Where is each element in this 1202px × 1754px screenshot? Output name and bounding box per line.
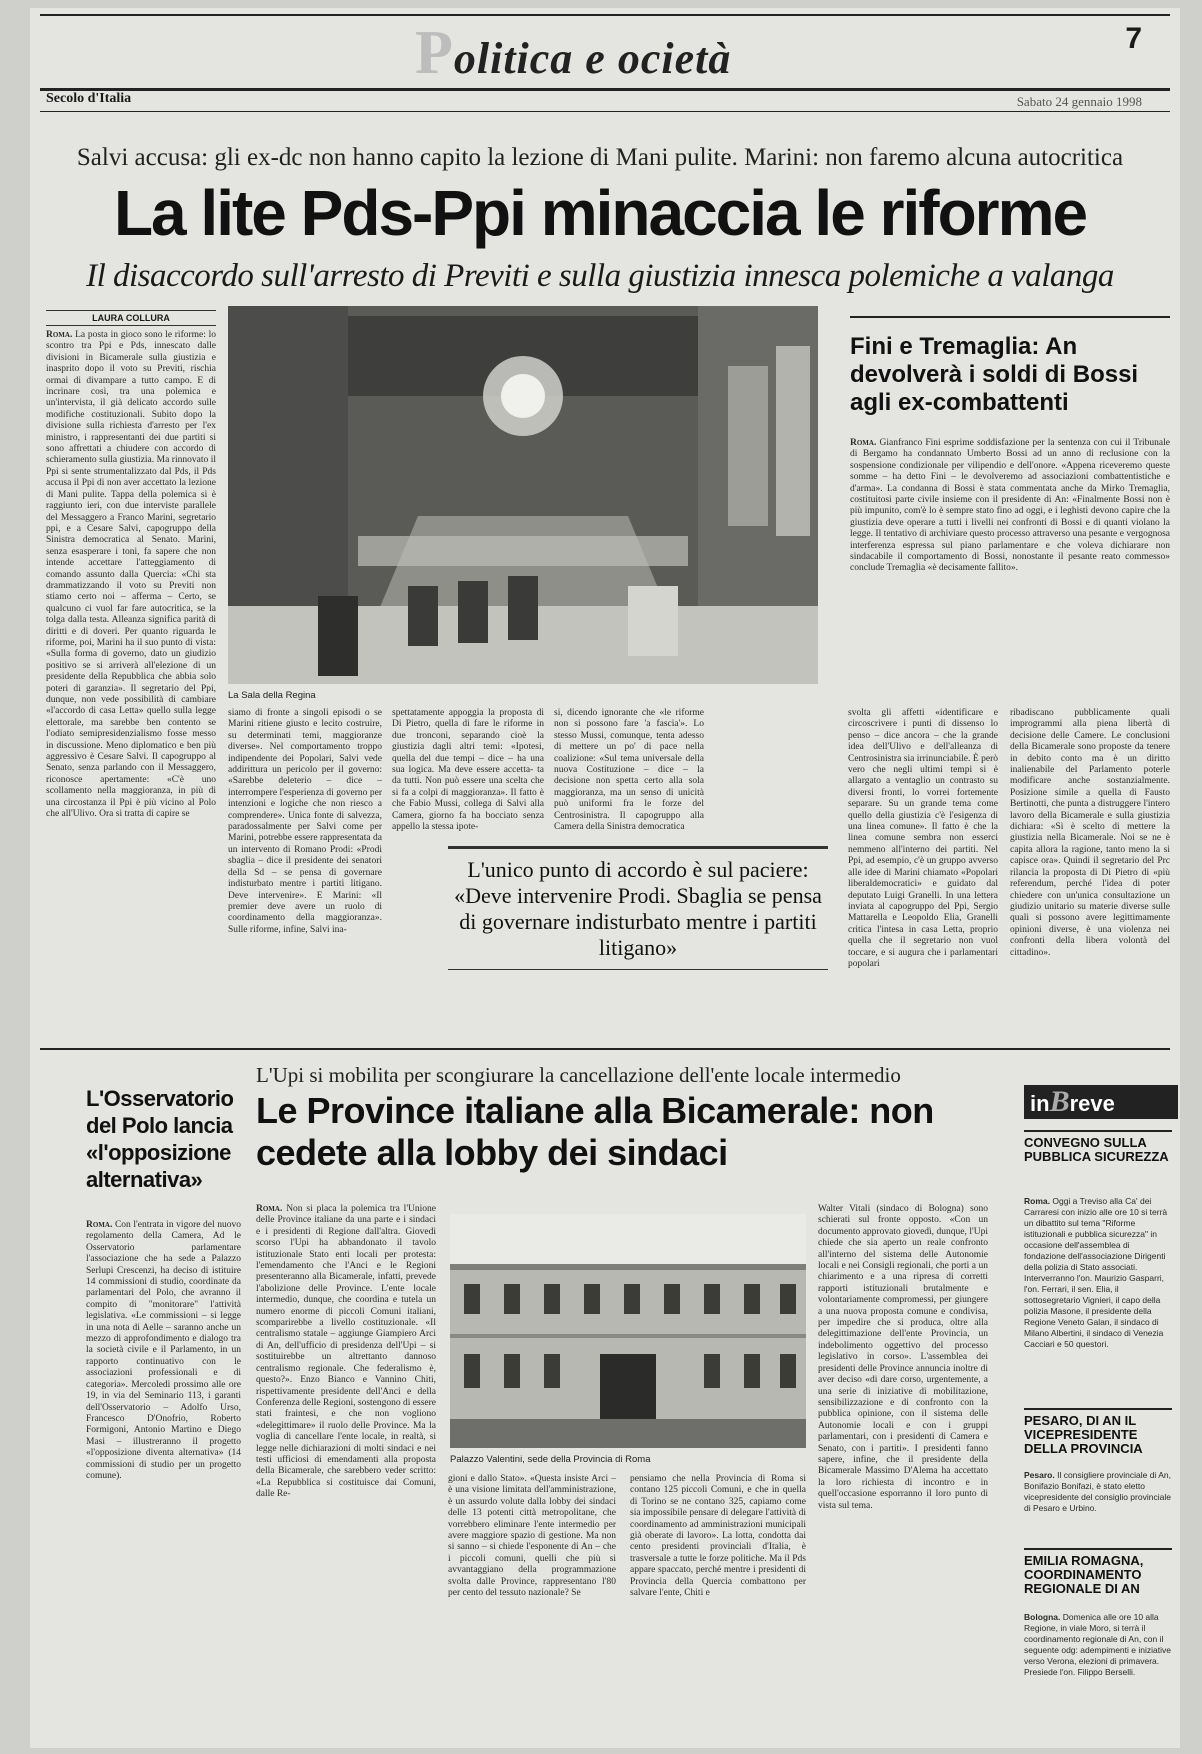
header-rule (40, 88, 1170, 91)
lead-col1-dateline: Roma. (46, 330, 73, 340)
brief-text-1 (1024, 1196, 1172, 1404)
osservatorio-headline: L'Osservatorio del Polo lancia «l'opposizione alternativa» (86, 1086, 234, 1192)
in-breve-rest: reve (1069, 1091, 1115, 1116)
brief-text-2 (1024, 1470, 1172, 1544)
osservatorio-text (86, 1220, 241, 1740)
brief-lead-3: Bologna. (1024, 1612, 1061, 1622)
side-body: Gianfranco Fini esprime soddisfazione per la sentenza con cui il Tribunale di Bergamo ha condannato Umberto Bossi ad un anno di reclusione con la sospensione condizionale per vilipendio e dell'onore. «Appena riceveremo queste somme – ha detto Fini – le devolveremo ad associazioni combattentistiche e d'arma». La condanna di Bossi è stata commentata anche da Mirko Tremaglia, costituitosi parte civile insieme con il presidente di An: «Finalmente Bossi non è più impunito, com'è lo è sempre stato fino ad oggi, e i leghisti devono capire che la giustizia deve operare a tutti i livelli nei confronti di Bossi e di quanti violano la legge. Il tentativo di archiviare questo processo attraverso una pesante e vergognosa interferenza espressa sul piano parlamentare e che voleva dichiarare non sindacabile il comportamento di Bossi, nonostante il pesante reato commesso» conclude Tremaglia «è decisamente fallito». (850, 438, 1170, 574)
in-breve-b: B (1049, 1085, 1070, 1118)
sala-della-regina-photo (228, 306, 818, 684)
photo-caption-2: Palazzo Valentini, sede della Provincia di Roma (450, 1454, 651, 1465)
osservatorio-dateline: Roma. (86, 1220, 113, 1230)
provinces-column-2: gioni e dallo Stato». «Questa insiste Arci – è una visione limitata dell'amministrazione, è un assurdo volute dalla lobby dei sindaci delle 13 potenti città metropolitane, che vorrebbero eliminare l'ente intermedio per avere maggiore spazio di gestione. Ma non si sanno – si chiede l'esponente di An – che i piccoli comuni, quelli che più si avvantaggiano della programmazione svolta dalle Province, rappresentano l'80 per cento del tessuto nazionale? Se (448, 1474, 616, 1599)
provinces-col1-text: Non si placa la polemica tra l'Unione delle Province italiane da una parte e i sindaci e i presidenti di Regione dall'altra. Giovedì scorso l'Upi ha abbandonato il tavolo istituzionale Stato enti locali per protesta: l'emendamento che l'Anci e le Regioni presenteranno alla Bicamerale, infatti, prevede l'abolizione delle Province. L'ente locale intermedio, dunque, che coordina e tutela un numero enorme di piccoli Comuni italiani, scomparirebbe a livello costituzionale. «Il centralismo statale – aggiunge Giampiero Arci di An, dell'ufficio di presidenza dell'Upi – si sostituirebbe un altrettanto dannoso centralismo regionale. Che federalismo è, questo?». Enzo Bianco e Vannino Chiti, rispettivamente presidente dell'Anci e della Conferenza delle Regioni, sostengono di essere stati fraintesi, e che non vogliono «delegittimare» il ruolo delle Province. Ma la voglia di cancellare l'ente locale, in realtà, si legge nelle dichiarazioni di molti sindaci e nei testi ufficiosi di emendamenti alla proposta della Bicamerale, che sarebbero veder scritto: «La Repubblica si costituisce dai Comuni, dalle Re- (256, 1204, 436, 1500)
lead-column-1 (46, 330, 216, 1030)
brief-title-2: PESARO, DI AN IL VICEPRESIDENTE DELLA PROVINCIA (1024, 1413, 1143, 1456)
photo-illustration (228, 306, 818, 684)
section-initial-p: P (415, 19, 454, 87)
brief-rule-2 (1024, 1408, 1172, 1410)
palazzo-illustration (450, 1214, 806, 1448)
byline: LAURA COLLURA (46, 310, 216, 326)
masthead: Secolo d'Italia (46, 91, 132, 106)
brief-lead-2: Pesaro. (1024, 1470, 1055, 1480)
newspaper-page (30, 8, 1180, 1748)
lead-column-3b (392, 966, 544, 1030)
brief-body-2: Il consigliere provinciale di An, Bonifazio Bonifazi, è stato eletto vicepresidente del consiglio provinciale di Pesaro e Urbino. (1024, 1470, 1171, 1513)
provinces-column-1 (256, 1204, 436, 1744)
brief-title-1: CONVEGNO SULLA PUBBLICA SICUREZZA (1024, 1135, 1169, 1164)
palazzo-valentini-photo (450, 1214, 806, 1448)
lead-col1-text: La posta in gioco sono le riforme: lo scontro tra Ppi e Pds, innescato dalle divisioni in Bicamerale sulla giustizia e inasprito dopo il voto su Previti, rischia ormai di divampare a tutto campo. E di incrinare così, tra una polemica e un'intervista, il già delicato accordo sulle modifiche costituzionali. Subito dopo la divisione sulla richiesta d'arresto per l'ex ministro, i rappresentanti dei due partiti si sono affrettati a chiudere con accordo di schieramento sulla giustizia. Ma rinnovato il Ppi si sente strumentalizzato dal Pds, il Pds accusa il Ppi di non aver accettato la lezione di Mani pulite. Tappa della polemica si è raggiunto ieri, con due interviste parallele del Messaggero a Franco Marini, segretario ppi, e a Cesare Salvi, capogruppo della Sinistra democratica al Senato. Marini, senza esasperare i toni, fa sapere che non intende accettare l'atteggiamento di comando assunto dalla Quercia: «Chi sta drammatizzando il voto su Previti non stiamo certo noi – afferma – Certo, se qualcuno ci vuol far fare autocritica, se la tolga dalla testa. Alleanza significa parità di diritti e di doveri. Per quanto riguarda le riforme, poi, Marini ha il suo punto di vista: «Sulla forma di governo, dato un giudizio positivo se si arriverà all'elezione di un presidente della Repubblica che abbia solo poteri di garanzia». Il segretario del Ppi, dunque, non vede possibilità di cambiare «l'accordo di casa Letta» quello sulla legge elettorale, ma sarebbe ben contento se l'odiato semipresidenzialismo fosse messo in discussione. Meno diplomatico e ben più aggressivo è Cesare Salvi. Il capogruppo al Senato, senza parlando con il Messaggero, riconosce apertamente: «C'è uno scollamento nella maggioranza, in più di una circostanza il Ppi è più vicino al Polo che all'Ulivo. Ora si tratta di capire se (46, 330, 216, 820)
lead-column-4: si, dicendo ignorante che «le riforme non si possono fare 'a fascia'». Lo stesso Mussi, comunque, tenta adesso di mettere un po' di pace nella coalizione: «Sul tema universale della nuova Costituzione – dice – la decisione non spetta certo alla sola maggioranza, ma un senso di unicità può uniformi fra le forze del Centrosinistra. Il capogruppo alla Camera della Sinistra democratica (554, 708, 704, 833)
dateline: Sabato 24 gennaio 1998 (1016, 94, 1142, 109)
side-dateline: Roma. (850, 438, 877, 448)
lead-headline: La lite Pds-Ppi minaccia le riforme (113, 177, 1087, 249)
lead-column-4b (554, 966, 704, 1030)
provinces-column-3: pensiamo che nella Provincia di Roma si contano 125 piccoli Comuni, e che in quella di Torino se ne contano 325, capiamo come sia impossibile pensare di delegare l'attività di coordinamento ad amministrazioni municipali già oberate di lavoro». La lotta, condotta dai cento presidenti provinciali d'Italia, è trasversale a tutte le forze politiche. Ma il Pds appare spaccato, perché mentre i presidenti di Provincia della Quercia combattono per salvare l'ente, Chiti e (630, 1474, 806, 1599)
side-headline: Fini e Tremaglia: An devolverà i soldi di Bossi agli ex-combattenti (850, 333, 1139, 416)
brief-lead-1: Roma. (1024, 1196, 1050, 1206)
top-rule (40, 14, 1170, 16)
pull-quote: L'unico punto di accordo è sul paciere: «Deve intervenire Prodi. Sbaglia se pensa di governare indisturbato mentre i partiti litigano» (448, 846, 828, 970)
lead-kicker: Salvi accusa: gli ex-dc non hanno capito la lezione di Mani pulite. Marini: non faremo alcuna autocritica (76, 144, 1124, 171)
page-number: 7 (1125, 22, 1142, 55)
brief-rule-3 (1024, 1548, 1172, 1550)
side-rule (850, 316, 1170, 318)
section-divider (40, 1048, 1170, 1050)
brief-rule-1 (1024, 1130, 1172, 1132)
brief-title-3: EMILIA ROMAGNA, COORDINAMENTO REGIONALE DI AN (1024, 1553, 1144, 1596)
brief-body-1: Oggi a Treviso alla Ca' dei Carraresi con inizio alle ore 10 si terrà un dibattito sul tema "Riforme istituzionali e pubblica sicurezza" in occasione dell'assemblea di fondazione dell'associazione Dirigenti della polizia di Stato associati. Interverranno l'on. Maurizio Gasparri, l'on. Ferrari, il sen. Elia, il sottosegretario Vignieri, il capo della polizia Masone, il presidente della Regione Veneto Galan, il sindaco di Milano Albertini, il sindaco di Venezia Cacciari e 50 questori. (1024, 1196, 1168, 1349)
provinces-headline: Le Province italiane alla Bicamerale: non cedete alla lobby dei sindaci (256, 1090, 934, 1173)
provinces-dateline: Roma. (256, 1204, 283, 1214)
in-breve-in: in (1030, 1091, 1050, 1116)
photo-caption-1: La Sala della Regina (228, 690, 316, 701)
lead-subhead: Il disaccordo sull'arresto di Previti e sulla giustizia innesca polemiche a valanga (86, 258, 1114, 294)
brief-text-3 (1024, 1612, 1172, 1722)
brief-body-3: Domenica alle ore 10 alla Regione, in viale Moro, si terrà il coordinamento regionale di An, con il seguente odg: adempimenti e iniziative verso Verona, elezioni di primavera. Presiede l'on. Filippo Berselli. (1024, 1612, 1171, 1677)
provinces-kicker: L'Upi si mobilita per scongiurare la cancellazione dell'ente locale intermedio (256, 1063, 901, 1087)
provinces-column-4: Walter Vitali (sindaco di Bologna) sono schierati sul fronte opposto. «Con un documento approvato giovedì, dunque, l'Upi chiede che sia aperto un reale confronto all'interno del sistema delle Autonomie locali e nei Consigli regionali, che porti a un chiarimento e a una ripresa di corretti rapporti istituzionali brutalmente e volontariamente compromessi, per giungere a una nuova proposta comune e condivisa, per impedire che si produca, oltre alla delegittimazione dell'ente Provincia, un indebolimento oggettivo del processo legislativo in corso». L'assemblea dei presidenti delle Province annuncia inoltre di aver deciso «di dare corso, urgentemente, a una serie di iniziative di mobilitazione, sensibilizzazione e di confronto con la pubblica opinione, con il sistema delle Autonomie locali e con i gruppi parlamentari, con i presidenti di Camera e Senato, con i partiti». I presidenti fanno sapere, infine, che il presidente della Bicamerale Massimo D'Alema ha accettato la loro richiesta di incontro e in quell'occasione esporranno il loro punto di vista sul tema. (818, 1204, 988, 1511)
section-title (415, 18, 815, 89)
side-story-text (850, 438, 1170, 688)
in-breve-label (1024, 1085, 1178, 1119)
lead-column-5: svolta gli affetti «identificare e circoscrivere i punti di dissenso lo penso – dice ancora – che la grande idea dell'Ulivo e dell'alleanza di Centrosinistra sia irrinunciabile. È però vero che negli ultimi tempi si è allargato a ventaglio un contrasto su diversi fronti, lo vorrei fortemente separare. Su un grande tema come quello della giustizia c'è l'esigenza di una linea comune». Il fatto è che la linea comune sembra non esserci nemmeno all'interno dei partiti. Nel Ppi, ad esempio, c'è un gruppo avverso alle idee di Marini chiamato «Popolari liberaldemocratici» e guidato dal deputato Luigi Granelli. In una lettera inviata al capogruppo del Ppi, Sergio Mattarella e Leopoldo Elia, Granelli critica l'intesa in casa Letta, proprio quella che il segretario non vuol toccare, e si augura che i parlamentari popolari (848, 708, 998, 969)
lead-column-2: siamo di fronte a singoli episodi o se Marini ritiene giusto e lecito costruire, su determinati temi, maggioranze diverse». Nel comportamento troppo indipendente dei Popolari, Salvi vede addirittura un pericolo per il governo: «Sarebbe deleterio – dice – interrompere l'esperienza di governo per intenzioni e logiche che non riesco a comprendere». Unica fonte di salvezza, paradossalmente per Salvi come per Marini, potrebbe essere rappresentata da un intervento di Romano Prodi: «Prodi sbaglia – dice il presidente dei senatori della Sd – se pensa di governare indisturbato mentre i partiti litigano. Deve intervenire». E Marini: «Il premier deve avere un ruolo di coordinamento della maggioranza». Sulle riforme, infine, Salvi ina- (228, 708, 382, 935)
section-title-text: olitica e ocietà (453, 34, 732, 83)
lead-column-6: ribadiscano pubblicamente quali improgrammi alla piena libertà di decisione delle Camere. Le conclusioni della Bicamerale sono proposte da tenere in debito conto ma è un diritto inalienabile del Parlamento poterle modificare anche sostanzialmente. Posizione simile a quella di Fausto Bertinotti, che punta a distruggere l'intero lavoro della Bicamerale e sulla giustizia dichiara: «Sì è scelto di mettere la giustizia nella Bicamerale. Noi se ne è capita allora la ragione, tanto meno la si capisce ora». Quindi il segretario del Prc rilancia la proposta di Di Pietro di «più referendum, perché l'idea di poter chiedere con un'unica consultazione un giudizio unitario su materie diverse sulle quali si possono avere legittimamente opinioni diverse, è una violenza nei confronti della libera volontà del cittadino». (1010, 708, 1170, 958)
lead-column-3: spettatamente appoggia la proposta di Di Pietro, quella di fare le riforme in due tronconi, separando cioè la giustizia dagli altri temi: «Ipotesi, quella del due tempi – dice – ha una sua logica. Ma deve essere accetta- ta da tutti. Non può essere una scelta che si fa a colpi di maggioranza». Il fatto è che Fabio Mussi, collega di Salvi alla Camera, giorno fa ha bocciato senza appello la stessa ipote- (392, 708, 544, 833)
header-rule-thin (40, 111, 1170, 112)
osservatorio-body: Con l'entrata in vigore del nuovo regolamento della Camera, Ad le Osservatorio parlamentare l'associazione che ha sede a Palazzo Serlupi Crescenzi, ha deciso di istituire 14 commissioni di studio, coordinate da parlamentari del Polo, che avranno il compito di "monitorare" l'attività legislativa. «Le commissioni – si legge in una nota di Aelle – saranno anche un mezzo di approfondimento e dialogo tra la società civile e il Parlamento, in un rapporto continuativo con le associazioni professionali e di categoria». Mercoledì prossimo alle ore 19, in via del Seminario 113, i garanti dell'Osservatorio – Adolfo Urso, Francesco D'Onofrio, Roberto Formigoni, Antonio Martino e Diego Masi – illustreranno il progetto «l'opposizione diventa alternativa» (14 commissioni di studio per un progetto comune). (86, 1220, 241, 1481)
